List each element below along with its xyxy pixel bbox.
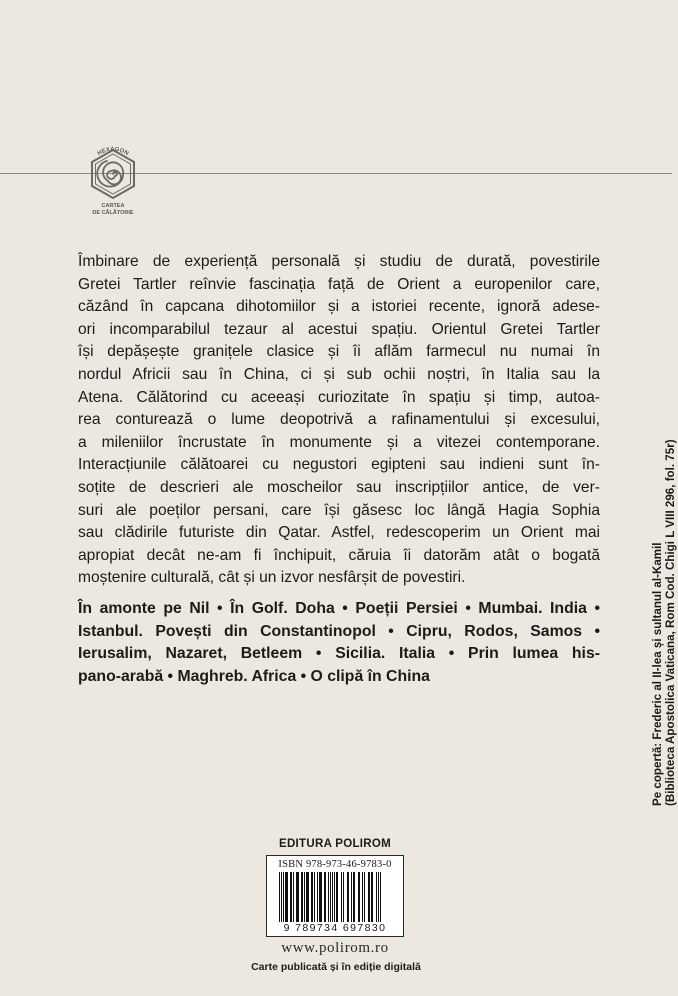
description-line: suri ale poeților persani, care își găsesc loc lângă Hagia Sophia [78, 501, 600, 519]
barcode-bar [281, 872, 282, 922]
barcode-bar [285, 872, 288, 922]
hexagon-collection-logo [78, 138, 148, 222]
barcode-bar [330, 872, 331, 922]
barcode-bar [306, 872, 309, 922]
chapter-list [78, 598, 600, 688]
description-line: căzând în capcana dihotomiilor și a istoriei recente, ignoră adese- [78, 298, 600, 316]
barcode-bar [279, 872, 280, 922]
logo-bottom-line1: CARTEA [101, 203, 125, 209]
chapter-list-line: Ierusalim, Nazaret, Betleem • Sicilia. Italia • Prin lumea his- [78, 645, 600, 663]
description-line: Îmbinare de experiență personală și studiu de durată, povestirile [78, 253, 600, 270]
chapter-list-line: Istanbul. Povești din Constantinopol • Cipru, Rodos, Samos • [78, 622, 600, 640]
isbn-number: ISBN 978-973-46-9783-0 [278, 859, 392, 870]
barcode-bar [301, 872, 303, 922]
barcode-bar [343, 872, 344, 922]
barcode-bar [368, 872, 370, 922]
publisher-website: www.polirom.ro [281, 940, 389, 956]
description-line: sau clădirile futuriste din Qatar. Astfel, redescoperim un Orient mai [78, 524, 600, 542]
description-line: Gretei Tartler reînvie fascinația față de Orient a europenilor care, [78, 275, 600, 293]
description-line: a mileniilor încrustate în monumente și a vitezei contemporane. [78, 433, 600, 451]
barcode-bars [277, 872, 395, 922]
barcode-bar [283, 872, 284, 922]
description-line: Interacțiunile călătoarei cu negustori egipteni sau indieni sunt în- [78, 456, 600, 474]
svg-text:HEXAGON [97, 147, 130, 157]
chapter-list-line: pano-arabă • Maghreb. Africa • O clipă în China [78, 667, 430, 685]
barcode-digits: 9 789734 697830 [283, 922, 387, 934]
description-line: nordul Africii sau în China, ci și sub ochii noștri, în Italia sau la [78, 365, 600, 383]
description-line: moștenire culturală, cât și un izvor nesfârșit de povestiri. [78, 569, 466, 587]
cover-credit-line2: (Biblioteca Apostolica Vaticana, Rom Cod. Chigi L VIII 296, fol. 75r) [664, 439, 678, 806]
barcode-bar [376, 872, 377, 922]
barcode-bar [293, 872, 294, 922]
barcode-bar [351, 872, 352, 922]
barcode-bar [362, 872, 363, 922]
barcode-bar [314, 872, 315, 922]
logo-bottom-line2: DE CĂLĂTORIE [92, 210, 134, 216]
barcode-bar [328, 872, 329, 922]
barcode-bar [364, 872, 365, 922]
description-line: apropiat decât ne-am fi închipuit, căruia îi datorăm atât o bogată [78, 546, 600, 564]
publisher-name: EDITURA POLIROM [278, 838, 392, 850]
description-line: își depășește granițele clasice și îi aflăm farmecul nu numai în [78, 343, 600, 361]
barcode-bar [336, 872, 338, 922]
barcode-bar [358, 872, 360, 922]
barcode-bar [296, 872, 299, 922]
barcode-bar [353, 872, 355, 922]
barcode-bar [378, 872, 379, 922]
barcode-bar [334, 872, 335, 922]
barcode-bar [332, 872, 333, 922]
barcode-bar [304, 872, 305, 922]
barcode-bar [319, 872, 322, 922]
barcode-bar [347, 872, 349, 922]
barcode-bar [317, 872, 318, 922]
description-line: rea conturează o lume deopotrivă a rafinamentului și excesului, [78, 411, 600, 429]
book-description [78, 251, 600, 590]
barcode-bar [290, 872, 292, 922]
barcode-bar [311, 872, 313, 922]
cover-credit-line1: Pe copertă: Frederic al II-lea și sultanul al-Kamil [651, 542, 664, 806]
barcode-bar [380, 872, 381, 922]
isbn-barcode [266, 855, 404, 937]
description-line: Atena. Călătorind cu aceeași curiozitate în spațiu și timp, autoa- [78, 388, 600, 406]
digital-edition-note: Carte publicată și în ediție digitală [251, 961, 421, 973]
description-line: soțite de descrieri ale moscheilor sau inscripțiilor antice, de ver- [78, 478, 600, 496]
barcode-bar [371, 872, 373, 922]
chapter-list-line: În amonte pe Nil • În Golf. Doha • Poeții Persiei • Mumbai. India • [78, 600, 600, 617]
logo-top-text: HEXAGON [96, 146, 130, 158]
barcode-bar [324, 872, 326, 922]
description-line: ori incomparabilul tezaur al acestui spațiu. Orientul Gretei Tartler [78, 320, 600, 338]
barcode-bar [341, 872, 342, 922]
